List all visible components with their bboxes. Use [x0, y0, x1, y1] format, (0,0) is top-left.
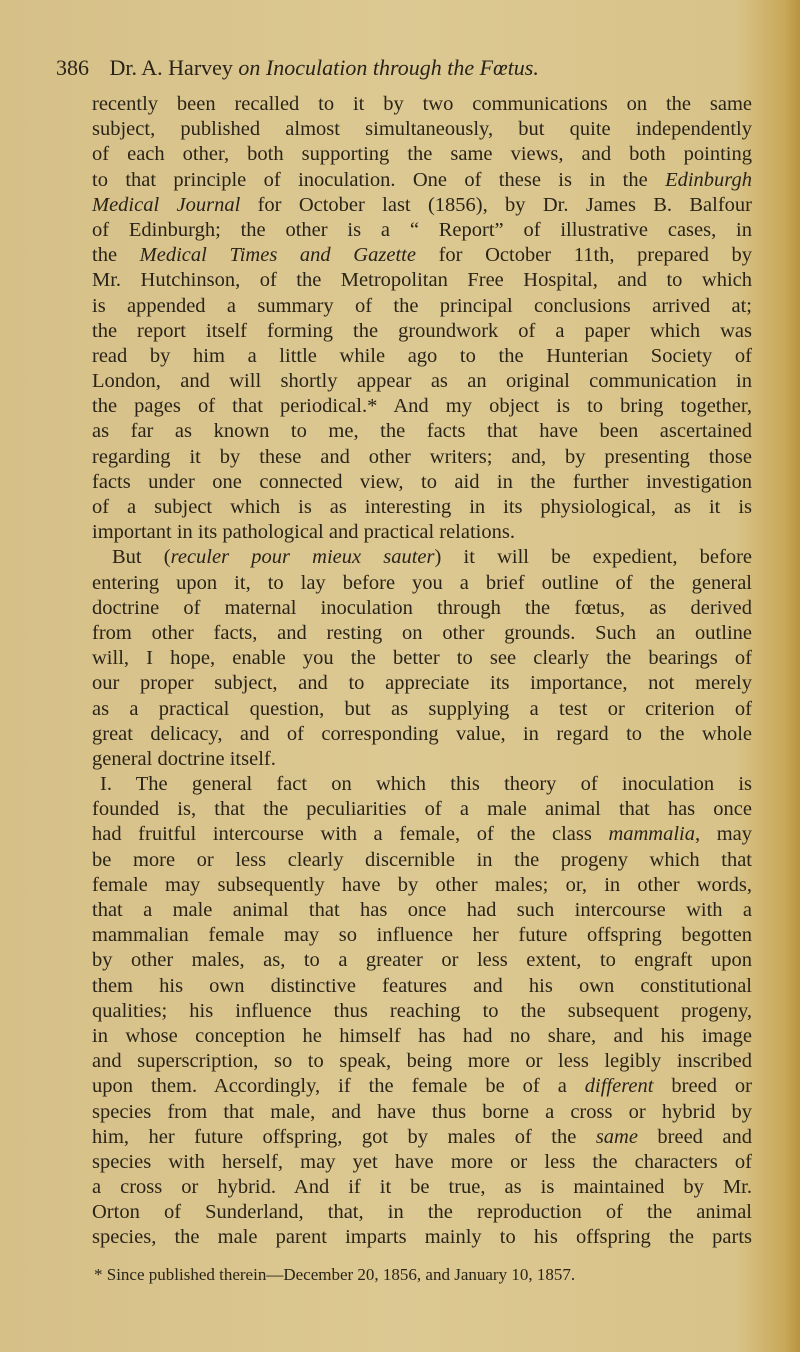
text-line — [92, 545, 752, 570]
text-segment: of a subject which is as interesting in its physiological, as it is — [92, 496, 752, 518]
text-segment: be more or less clearly discernible in the progeny which that — [92, 848, 752, 871]
text-line — [92, 319, 752, 344]
text-line — [92, 848, 752, 873]
text-segment: species, the male parent imparts mainly to his offspring the parts — [92, 1226, 752, 1249]
text-line — [92, 142, 752, 167]
text-line — [92, 974, 752, 999]
text-segment: important in its pathological and practical relations. — [92, 521, 515, 544]
text-segment: the pages of that periodical.* And my object is to bring together, — [92, 395, 752, 418]
header-title: on Inoculation through the Fœtus. — [238, 55, 539, 80]
text-line — [92, 646, 752, 671]
text-line — [92, 999, 752, 1024]
text-line — [92, 923, 752, 948]
text-line — [92, 596, 752, 621]
text-segment: Orton of Sunderland, that, in the reproduction of the animal — [92, 1201, 752, 1224]
text-line — [92, 1100, 752, 1125]
text-segment: read by him a little while ago to the Hunterian Society of — [92, 344, 752, 367]
header-author: Dr. A. Harvey — [109, 55, 233, 80]
text-line — [92, 1225, 752, 1250]
text-segment: entering upon it, to lay before you a brief outline of the general — [92, 571, 752, 594]
text-segment: doctrine of maternal inoculation through the fœtus, as derived — [92, 596, 752, 619]
text-segment: the report itself forming the groundwork of a paper which was — [92, 319, 752, 342]
text-line — [92, 218, 752, 243]
text-segment: as far as known to me, the facts that have been ascertained — [92, 420, 752, 443]
text-segment: our proper subject, and to appreciate its importance, not merely — [92, 672, 752, 695]
text-segment: the — [92, 244, 140, 267]
text-segment: for October last (1856), by Dr. James B. Balfour — [240, 193, 752, 216]
text-segment: recently been recalled to it by two communications on the same — [92, 93, 752, 115]
text-segment: facts under one connected view, to aid in the further investigation — [92, 470, 752, 493]
text-line — [92, 1125, 752, 1150]
text-line — [92, 898, 752, 923]
italic-text: mammalia — [608, 823, 695, 846]
text-line — [92, 722, 752, 747]
text-line — [92, 571, 752, 596]
text-line — [92, 873, 752, 898]
text-segment: , may — [695, 823, 753, 846]
text-segment: of Edinburgh; the other is a “ Report” of illustrative cases, in — [92, 218, 752, 241]
text-segment: as a practical question, but as supplying a test or criterion of — [92, 697, 752, 720]
text-segment: species with herself, may yet have more or less the characters of — [92, 1150, 752, 1173]
text-segment: from other facts, and resting on other grounds. Such an outline — [92, 621, 752, 644]
text-line — [92, 470, 752, 495]
text-line — [92, 168, 752, 193]
text-line — [92, 822, 752, 847]
text-segment: I. The general fact on which this theory of inoculation is — [100, 773, 752, 796]
running-header — [56, 55, 539, 81]
text-segment: regarding it by these and other writers; and, by presenting those — [92, 445, 752, 468]
text-line — [92, 369, 752, 394]
text-segment: had fruitful intercourse with a female, of the class — [92, 823, 609, 846]
body-text — [92, 92, 752, 1251]
text-line — [92, 697, 752, 722]
text-segment: breed or — [653, 1075, 752, 1098]
text-line — [92, 671, 752, 696]
text-line — [92, 621, 752, 646]
italic-text: Medical Times and Gazette — [139, 244, 416, 267]
text-segment: by other males, as, to a greater or less extent, to engraft upon — [92, 949, 752, 972]
text-segment: breed and — [637, 1125, 752, 1148]
text-segment: qualities; his influence thus reaching to the subsequent progeny, — [92, 999, 752, 1022]
italic-text: same — [595, 1125, 638, 1148]
text-line — [92, 445, 752, 470]
text-segment: to that principle of inoculation. One of these is in the — [92, 168, 666, 191]
text-line — [92, 193, 752, 218]
text-line — [92, 1200, 752, 1225]
text-segment: mammalian female may so influence her future offspring begotten — [92, 924, 752, 947]
text-segment: ) it will be expedient, before — [434, 546, 752, 569]
text-segment: subject, published almost simultaneously, but quite independently — [92, 118, 752, 141]
text-line — [92, 772, 752, 797]
text-segment: them his own distinctive features and his own constitutional — [92, 974, 752, 997]
text-line — [92, 268, 752, 293]
page-number: 386 — [56, 55, 89, 80]
text-line — [92, 1074, 752, 1099]
text-line — [92, 1175, 752, 1200]
text-line — [92, 117, 752, 142]
text-segment: London, and will shortly appear as an original communication in — [92, 370, 752, 393]
text-segment: and superscription, so to speak, being more or less legibly inscribed — [92, 1050, 752, 1073]
text-segment: for October 11th, prepared by — [415, 244, 752, 267]
text-line — [92, 243, 752, 268]
text-segment: upon them. Accordingly, if the female be of a — [92, 1075, 585, 1098]
text-segment: But ( — [112, 546, 171, 569]
text-segment: of each other, both supporting the same views, and both pointing — [92, 143, 752, 166]
footnote: * Since published therein—December 20, 1856, and January 10, 1857. — [94, 1265, 576, 1284]
text-line — [92, 520, 752, 545]
text-line — [92, 747, 752, 772]
text-line — [92, 294, 752, 319]
text-line — [92, 948, 752, 973]
text-segment: general doctrine itself. — [92, 747, 276, 770]
text-segment: Mr. Hutchinson, of the Metropolitan Free Hospital, and to which — [92, 269, 752, 292]
italic-text: Medical Journal — [92, 193, 241, 216]
text-line — [92, 495, 752, 520]
text-segment: will, I hope, enable you the better to see clearly the bearings of — [92, 647, 752, 670]
text-line — [92, 394, 752, 419]
italic-text: reculer pour mieux sauter — [170, 546, 435, 569]
text-line — [92, 1150, 752, 1175]
italic-text: Edinburgh — [665, 168, 752, 191]
text-line — [92, 1049, 752, 1074]
text-line — [92, 1024, 752, 1049]
text-segment: founded is, that the peculiarities of a male animal that has once — [92, 798, 752, 821]
text-segment: great delicacy, and of corresponding value, in regard to the whole — [92, 722, 752, 745]
text-segment: is appended a summary of the principal conclusions arrived at; — [92, 294, 752, 317]
text-segment: in whose conception he himself has had no share, and his image — [92, 1024, 752, 1047]
text-line — [92, 797, 752, 822]
italic-text: different — [584, 1075, 654, 1098]
text-segment: a cross or hybrid. And if it be true, as is maintained by Mr. — [92, 1176, 752, 1199]
text-segment: species from that male, and have thus borne a cross or hybrid by — [92, 1100, 752, 1123]
text-line — [92, 344, 752, 369]
text-segment: that a male animal that has once had such intercourse with a — [92, 899, 752, 921]
text-segment: him, her future offspring, got by males of the — [92, 1125, 596, 1148]
text-line — [92, 419, 752, 444]
text-segment: female may subsequently have by other males; or, in other words, — [92, 873, 752, 896]
text-line — [92, 92, 752, 117]
